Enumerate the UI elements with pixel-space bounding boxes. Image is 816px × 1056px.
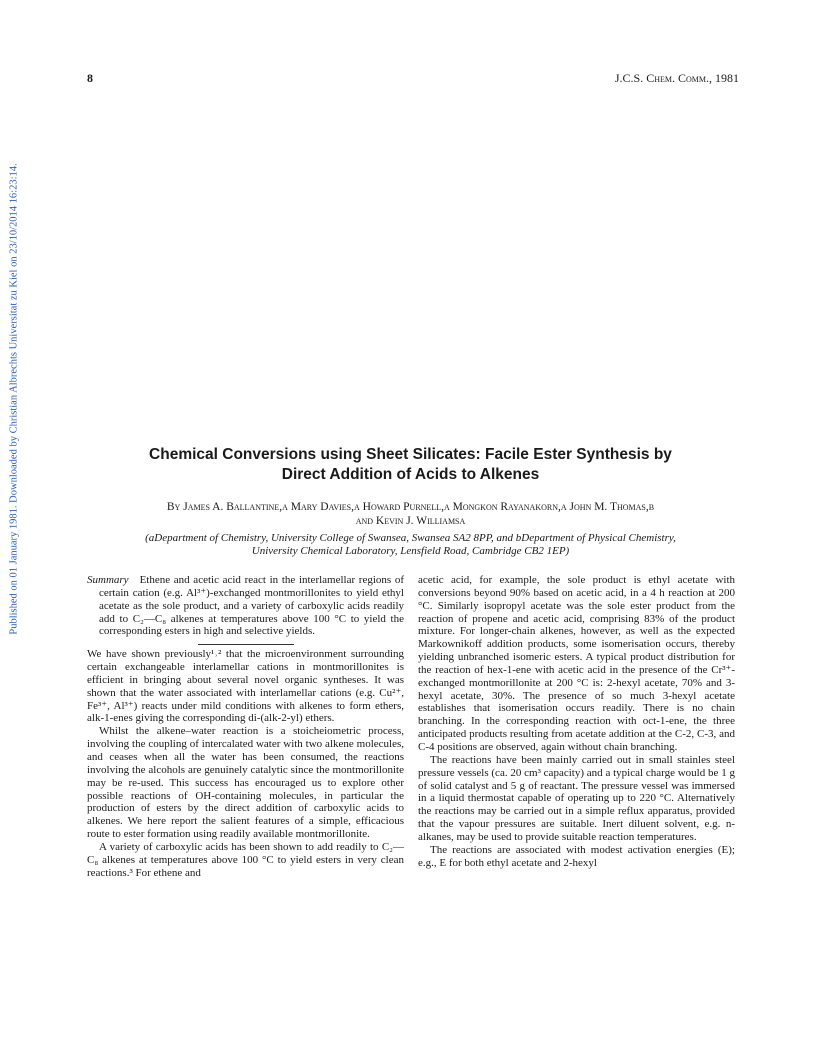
- body-paragraph-5: The reactions have been mainly carried out in small stainles steel pressure vessels (ca. 20 cm³ capacity) and a typical charge would be 1 g of solid catalyst and 5 g of reactant. The pressure vessel was immersed in a liquid thermostat capable of operating up to 220 °C. Alternatively the reactions may be carried out in a simple reflux apparatus, provided that the vapour pressures are suitable. Inert diluent solvent, e.g. n-alkanes, may be used to provide suitable reaction temperatures.: [418, 753, 735, 843]
- affiliation-line-1-text: (aDepartment of Chemistry, University College of Swansea, Swansea SA2 8PP, and bDepartment of Physical Chemistry,: [145, 532, 676, 544]
- affiliations: [87, 532, 734, 558]
- summary-text: Ethene and acetic acid react in the interlamellar regions of certain cation (e.g. Al³⁺)-exchanged montmorillonites to yield ethyl acetate as the sole product, and a variety of carboxylic acids readily add to C₂—C₈ alkenes at temperatures above 100 °C to yield the corresponding esters in high and selective yields.: [99, 574, 405, 638]
- author-list: [87, 500, 734, 528]
- title-line-1: Chemical Conversions using Sheet Silicates: Facile Ester Synthesis by: [149, 446, 672, 463]
- authors-line-1: By James A. Ballantine,a Mary Davies,a Howard Purnell,a Mongkon Rayanakorn,a John M. Thomas,b: [166, 501, 655, 513]
- download-watermark: [7, 144, 21, 654]
- title-line-2: Direct Addition of Acids to Alkenes: [281, 466, 540, 483]
- download-watermark-text: Published on 01 January 1981. Downloaded by Christian Albrechts Universitat zu Kiel on 23/10/2014 16:23:14.: [8, 163, 20, 635]
- summary-paragraph: [87, 574, 404, 638]
- affiliation-line-1: [87, 532, 734, 545]
- left-column: [87, 574, 404, 879]
- article-title: [87, 445, 734, 485]
- summary-label: Summary: [87, 574, 129, 586]
- authors-line-2: and Kevin J. Williamsa: [355, 515, 466, 527]
- body-paragraph-3: A variety of carboxylic acids has been shown to add readily to C₂—C₈ alkenes at temperatures above 100 °C to yield esters in very clean reactions.³ For ethene and: [87, 840, 404, 879]
- body-paragraph-6: The reactions are associated with modest activation energies (E); e.g., E for both ethyl acetate and 2-hexyl: [418, 843, 735, 869]
- right-column: [418, 574, 735, 869]
- affiliation-line-2: [87, 545, 734, 558]
- journal-citation: J.C.S. Chem. Comm., 1981: [614, 71, 739, 85]
- body-paragraph-4: acetic acid, for example, the sole product is ethyl acetate with conversions beyond 90% based on acetic acid, in a 4 h reaction at 200 °C. Similarly isopropyl acetate was the sole ester product from the reaction of propene and acetic acid, comprising 83% of the product mixture. For longer-chain alkenes, however, as well as the expected Markownikoff addition products, some isomerisation occurs, thereby yielding unbranched isomeric esters. A typical product distribution for the reaction of hex-1-ene with acetic acid in the presence of the Cr³⁺-exchanged montmorillonite at 200 °C is: 2-hexyl acetate, 70% and 3-hexyl acetate, 30%. The presence of so much 3-hexyl acetate establishes that isomerisation occurs readily. There is no chain branching. In the corresponding reaction with oct-1-ene, the three anticipated products resulting from acetate addition at the C-2, C-3, and C-4 positions are observed, again without chain branching.: [418, 574, 735, 753]
- body-paragraph-1: We have shown previously¹˒² that the microenvironment surrounding certain exchangeable interlamellar cations in montmorillonites is efficient in bringing about several novel organic syntheses. It was shown that the water associated with interlamellar cations (e.g. Cu²⁺, Fe³⁺, Al³⁺) reacts under mild conditions with alkenes to form ethers, alk-1-enes giving the corresponding di-(alk-2-yl) ethers.: [87, 648, 404, 725]
- body-paragraph-2: Whilst the alkene–water reaction is a stoicheiometric process, involving the coupling of intercalated water with two alkene molecules, and ceases when all the water has been consumed, the reactions involving the alcohols are genuinely catalytic since the montmorillonite may be re-used. This success has encouraged us to explore other possible reactions of OH-containing molecules, in particular the production of esters by the direct addition of carboxylic acids to alkenes. We here report the salient features of a simple, efficacious route to ester formation using readily available montmorillonite.: [87, 725, 404, 841]
- page-header: [87, 71, 739, 89]
- page-number: 8: [87, 71, 93, 85]
- affiliation-line-2-text: University Chemical Laboratory, Lensfield Road, Cambridge CB2 1EP): [251, 545, 570, 557]
- summary-divider: [198, 644, 294, 645]
